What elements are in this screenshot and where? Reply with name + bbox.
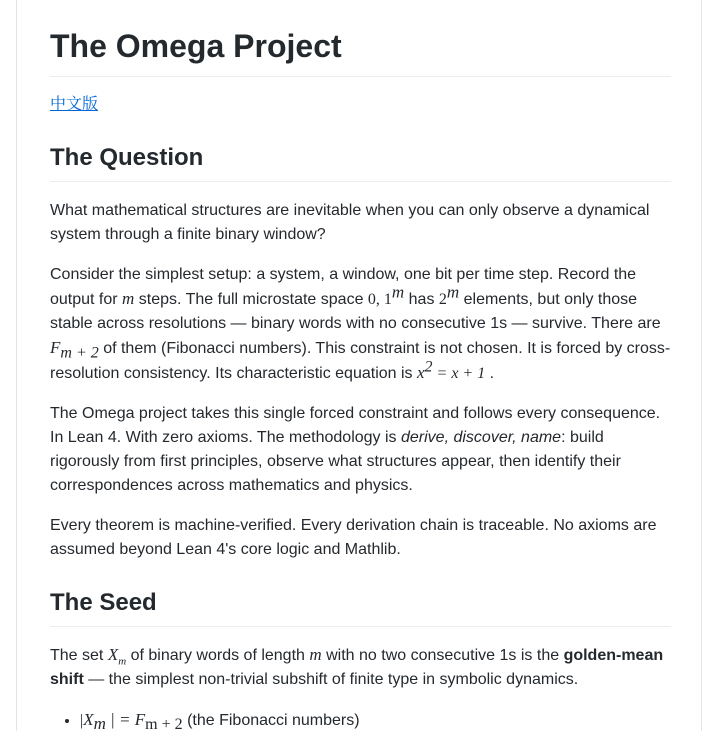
math-m: m bbox=[122, 289, 135, 308]
content bbox=[50, 0, 671, 733]
chinese-version-link[interactable]: 中文版 bbox=[50, 96, 99, 113]
math-cardinality: $|X_m$ | = $F_{m + 2}$ bbox=[80, 710, 183, 733]
page-container bbox=[16, 0, 702, 731]
math-m: m bbox=[309, 645, 322, 664]
question-heading: The Question bbox=[50, 143, 671, 182]
seed-heading: The Seed bbox=[50, 588, 671, 627]
question-paragraph-1: What mathematical structures are inevitable when you can only observe a dynamical system through a finite binary window? bbox=[50, 202, 650, 243]
math-space: 0, 1$^m$ bbox=[367, 282, 405, 308]
math-X-m: $X_m$ bbox=[107, 645, 127, 668]
math-fibonacci: $F_{m + 2}$ bbox=[50, 338, 99, 362]
methodology-emphasis: derive, discover, name bbox=[401, 429, 562, 446]
page-title: The Omega Project bbox=[50, 0, 671, 77]
seed-paragraph-1: The set $X_m$ of binary words of length m with no two consecutive 1s is the golden-mean shift — the simplest non-trivial subshift of finite type in symbolic dynamics. bbox=[50, 645, 664, 688]
language-link-paragraph bbox=[50, 93, 671, 117]
math-characteristic-equation: $x^2 = x + 1$ bbox=[416, 358, 486, 382]
math-count: 2$^m$ bbox=[438, 282, 460, 308]
question-paragraph-3: The Omega project takes this single forced constraint and follows every consequence. In Lean 4. With zero axioms. The methodology is derive, discover, name: build rigorously from first principles, observe what structures appear, then identify their correspondences across mathematics and physics. bbox=[50, 405, 661, 494]
seed-list bbox=[50, 708, 671, 733]
question-paragraph-2: Consider the simplest setup: a system, a window, one bit per time step. Record the output for m steps. The full microstate space 0, 1$^m$ has 2$^m$ elements, but only those stable across resolutions — binary words with no consecutive 1s — survive. There are $F_{m + 2}$ of them (Fibonacci numbers). This constraint is not chosen. It is forced by cross-resolution consistency. Its characteristic equation is $x^2 = x + 1$ . bbox=[50, 266, 671, 382]
question-paragraph-4: Every theorem is machine-verified. Every derivation chain is traceable. No axioms are assumed beyond Lean 4's core logic and Mathlib. bbox=[50, 517, 657, 558]
golden-mean-shift-term: golden-mean shift bbox=[50, 647, 664, 688]
list-item: • $|X_m$ | = $F_{m + 2}$ (the Fibonacci numbers) bbox=[80, 708, 671, 733]
